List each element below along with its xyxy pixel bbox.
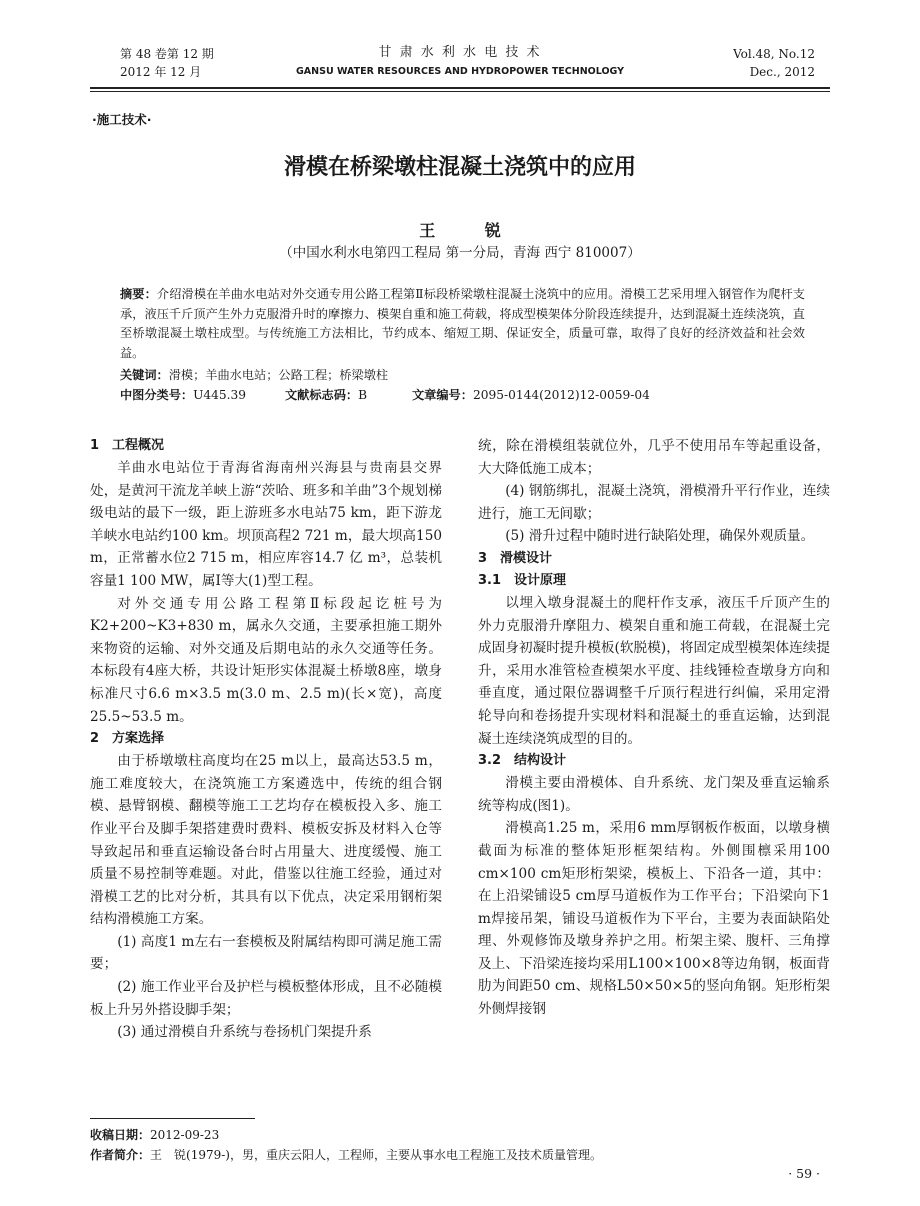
heading-3: 3 滑模设计 [478, 550, 553, 566]
doc-code-label: 文献标志码： [285, 388, 359, 402]
author-bio-label: 作者简介： [90, 1148, 151, 1162]
header-rule-thin [90, 91, 830, 92]
clc-label: 中图分类号： [120, 388, 194, 402]
keywords-line [120, 366, 388, 385]
header-volume-en: Vol.48, No.12 [733, 47, 815, 61]
paragraph: 滑模高1.25 m，采用6 mm厚钢板作板面，以墩身横截面为标准的整体矩形框架结构。外侧围檩采用100 cm×100 cm矩形桁架梁，模板上、下沿各一道，其中：在上沿梁铺设5 cm厚马道板作为工作平台；下沿梁向下1 m焊接吊架，铺设马道板作为下平台，主要为表面缺陷处理、外观修饰及墩身养护之用。桁架主梁、腹杆、三角撑及上、下沿梁连接均采用L100×100×8等边角钢，板面背肋为间距50 cm、规格L50×50×5的竖向角钢。矩形桁架外侧焊接钢 [478, 820, 830, 1018]
right-column [478, 435, 830, 1021]
footnote-rule [90, 1118, 255, 1119]
header-date-cn: 2012 年 12 月 [120, 65, 202, 79]
article-no-value: 2095-0144(2012)12-0059-04 [472, 388, 650, 402]
paragraph: 滑模主要由滑模体、自升系统、龙门架及垂直运输系统等构成(图1)。 [478, 775, 830, 814]
clc-value: U445.39 [193, 388, 247, 402]
doc-code-line [285, 386, 367, 405]
paragraph: 由于桥墩墩柱高度均在25 m以上，最高达53.5 m，施工难度较大，在浇筑施工方案遴选中，传统的组合钢模、悬臂钢模、翻模等施工工艺均存在模板投入多、施工作业平台及脚手架搭建费时费料、模板安拆及材料入仓等导致起吊和垂直运输设备台时占用量大、进度缓慢、施工质量不易控制等难题。对此，借鉴以往施工经验，通过对滑模工艺的比对分析，其具有以下优点，决定采用钢桁架结构滑模施工方案。 [90, 753, 442, 928]
paragraph: (5) 滑升过程中随时进行缺陷处理，确保外观质量。 [505, 528, 815, 545]
article-no-label: 文章编号： [412, 388, 473, 402]
abstract-text: 介绍滑模在羊曲水电站对外交通专用公路工程第Ⅱ标段桥梁墩柱混凝土浇筑中的应用。滑模工艺采用埋入钢管作为爬杆支承，液压千斤顶产生外力克服滑升时的摩擦力、模架自重和施工荷载，将成型模架体分阶段连续提升，达到混凝土连续浇筑，直至桥墩混凝土墩柱成型。与传统施工方法相比，节约成本、缩短工期、保证安全，质量可靠，取得了良好的经济效益和社会效益。 [120, 287, 805, 360]
clc-line [120, 386, 246, 405]
section-label: ·施工技术· [92, 112, 152, 127]
author-bio: 王 锐(1979-)，男，重庆云阳人，工程师，主要从事水电工程施工及技术质量管理。 [150, 1148, 602, 1162]
received-line [90, 1125, 219, 1145]
author-affiliation: （中国水利水电第四工程局 第一分局，青海 西宁 810007） [279, 245, 641, 261]
header-volume-cn: 第 48 卷第 12 期 [120, 47, 214, 61]
keywords-text: 滑模；羊曲水电站；公路工程；桥梁墩柱 [168, 368, 389, 382]
paragraph: 统，除在滑模组装就位外，几乎不使用吊车等起重设备，大大降低施工成本； [478, 438, 830, 477]
abstract-block [120, 285, 805, 363]
received-label: 收稿日期： [90, 1128, 151, 1142]
paragraph: (1) 高度1 m左右一套模板及附属结构即可满足施工需要； [90, 933, 442, 973]
header-journal-en: GANSU WATER RESOURCES AND HYDROPOWER TECHNOLOGY [296, 66, 624, 77]
heading-3-2: 3.2 结构设计 [478, 753, 567, 769]
paragraph: 对外交通专用公路工程第Ⅱ标段起讫桩号为K2+200~K3+830 m，属永久交通，主要承担施工期外来物资的运输、对外交通及后期电站的永久交通等任务。本标段有4座大桥，共设计矩形实体混凝土桥墩8座，墩身标准尺寸6.6 m×3.5 m(3.0 m、2.5 m)(长×宽)，高度25.5~53.5 m。 [90, 595, 442, 725]
abstract-label: 摘要： [120, 287, 157, 301]
author-name: 王 锐 [419, 221, 523, 240]
paragraph: 以埋入墩身混凝土的爬杆作支承，液压千斤顶产生的外力克服滑升摩阻力、模架自重和施工荷载，在混凝土完成固身初凝时提升模板(软脱模)，将固定成型模架体连续提升，采用水准管检查模架水平度、挂线锤检查墩身方向和垂直度，通过限位器调整千斤顶行程进行纠偏，采用定滑轮导向和卷扬提升实现材料和混凝土的垂直运输，达到混凝土连续浇筑成型的目的。 [478, 594, 830, 747]
heading-1: 1 工程概况 [90, 438, 165, 453]
doc-code-value: B [358, 388, 368, 402]
heading-2: 2 方案选择 [90, 731, 165, 747]
paper-title: 滑模在桥梁墩柱混凝土浇筑中的应用 [283, 154, 636, 180]
left-column [90, 435, 442, 1044]
paragraph: (4) 钢筋绑扎，混凝土浇筑，滑模滑升平行作业，连续进行，施工无间歇； [478, 483, 830, 522]
paragraph: 羊曲水电站位于青海省海南州兴海县与贵南县交界处，是黄河干流龙羊峡上游“茨哈、班多和羊曲”3个规划梯级电站的最下一级，距上游班多水电站75 km，距下游龙羊峡水电站约100 km。坝顶高程2 721 m，最大坝高150 m，正常蓄水位2 715 m，相应库容14.7 亿 m³，总装机容量1 100 MW，属Ⅰ等大(1)型工程。 [90, 460, 442, 589]
paragraph: (2) 施工作业平台及护栏与模板整体形成，且不必随模板上升另外搭设脚手架； [90, 979, 442, 1018]
author-bio-line [90, 1145, 602, 1165]
header-date-en: Dec., 2012 [749, 65, 815, 79]
header-journal-cn: 甘 肃 水 利 水 电 技 术 [378, 45, 542, 60]
article-no-line [412, 386, 650, 405]
header-rule-thick [90, 87, 830, 89]
page-number: · 59 · [788, 1166, 820, 1181]
keywords-label: 关键词： [120, 368, 169, 382]
received-date: 2012-09-23 [150, 1128, 220, 1142]
heading-3-1: 3.1 设计原理 [478, 572, 567, 588]
paragraph: (3) 通过滑模自升系统与卷扬机门架提升系 [117, 1024, 372, 1041]
